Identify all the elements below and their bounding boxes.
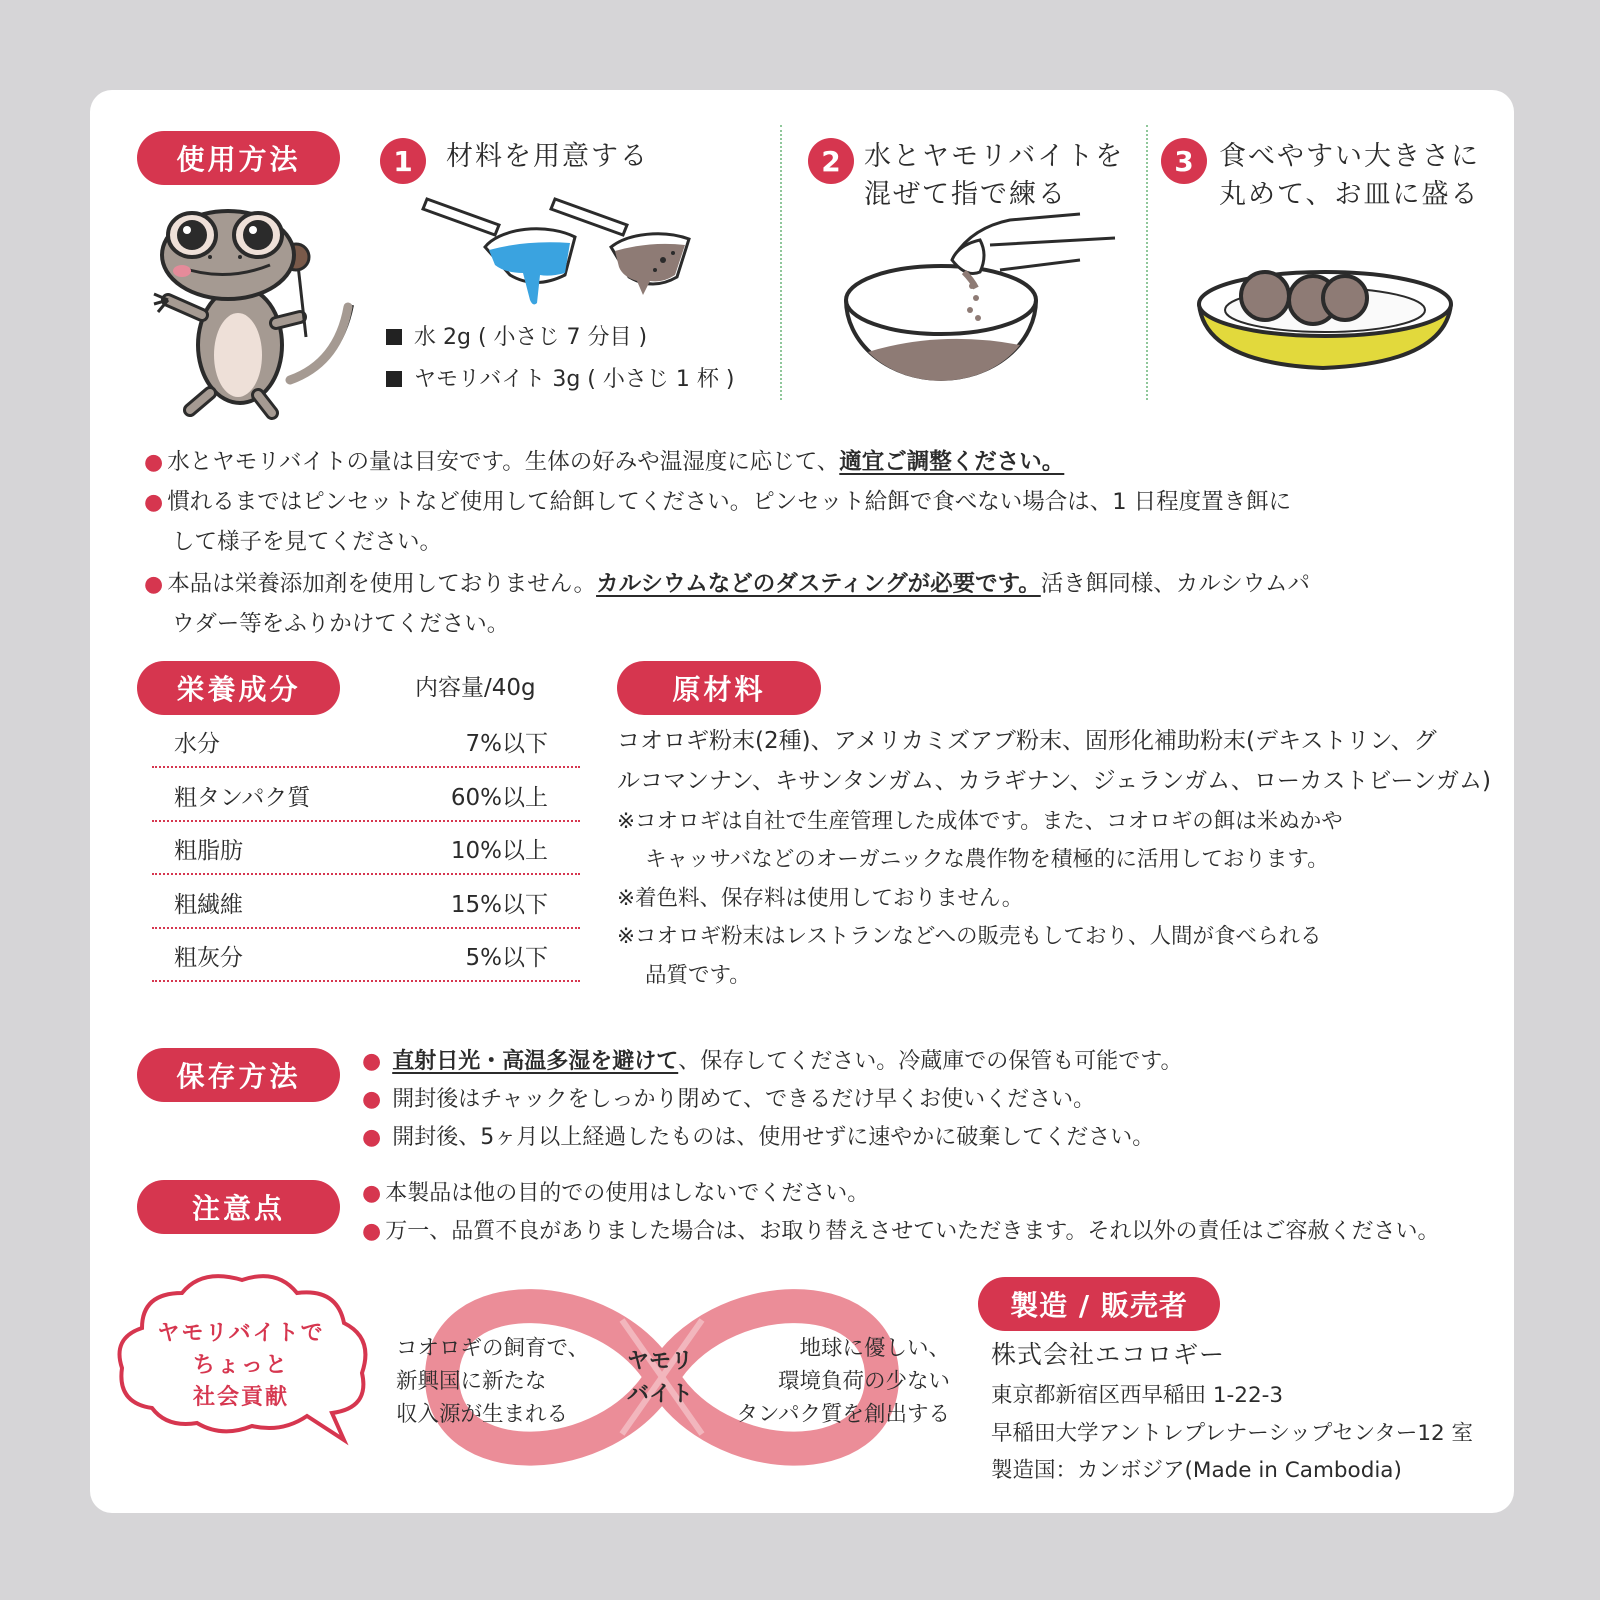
storage-line-2: ● 開封後はチャックをしっかり閉めて、できるだけ早くお使いください。 (362, 1087, 1096, 1112)
cloud-line-1: ヤモリバイトで (157, 1321, 325, 1346)
nutrition-row (152, 929, 580, 982)
infinity-left-line-1: コオロギの飼育で、 (396, 1336, 590, 1361)
measuring-spoon-icon (415, 195, 695, 310)
infinity-center-text (615, 1345, 705, 1411)
infinity-right-text (700, 1332, 950, 1431)
material-water: 水 2g ( 小さじ 7 分目 ) (386, 318, 647, 358)
caution-line-1: ● 本製品は他の目的での使用はしないでください。 (362, 1181, 870, 1206)
step-1-number: 1 (380, 138, 426, 184)
usage-note-3-cont: ウダー等をふりかけてください。 (172, 611, 510, 637)
storage-label: 保存方法 (137, 1048, 340, 1102)
step-3-title-line2: 丸めて、お皿に盛る (1219, 179, 1480, 210)
nutrition-value: 15%以下 (450, 891, 548, 918)
ingredients-note-3: ※コオロギ粉末はレストランなどへの販売もしており、人間が食べられる (617, 924, 1322, 949)
infinity-right-line-1: 地球に優しい、 (799, 1336, 950, 1361)
maker-label: 製造 / 販売者 (978, 1277, 1220, 1331)
nutrition-row (152, 715, 580, 768)
step-2-number: 2 (808, 138, 854, 184)
ingredients-note-2: ※着色料、保存料は使用しておりません。 (617, 886, 1024, 911)
infinity-center-line-2: バイト (626, 1382, 693, 1407)
nutrition-name: 水分 (174, 731, 220, 757)
maker-company: 株式会社エコロギー (991, 1340, 1226, 1369)
nutrition-value: 10%以上 (450, 838, 548, 864)
infinity-left-text (396, 1332, 589, 1431)
step-divider-2 (1146, 125, 1148, 400)
storage-line-3: ● 開封後、5ヶ月以上経過したものは、使用せずに速やかに破棄してください。 (362, 1125, 1155, 1150)
ingredients-line2: ルコマンナン、キサンタンガム、カラギナン、ジェランガム、ローカストビーンガム) (617, 768, 1492, 794)
maker-origin: 製造国：カンボジア(Made in Cambodia) (991, 1458, 1402, 1483)
cloud-text (112, 1318, 370, 1414)
usage-note-3: ● 本品は栄養添加剤を使用しておりません。カルシウムなどのダスティングが必要です。活き餌同様、カルシウムパ (144, 571, 1310, 597)
infinity-left-line-3: 収入源が生まれる (396, 1402, 569, 1427)
nutrition-row (152, 822, 580, 875)
step-3-title-line1: 食べやすい大きさに (1219, 141, 1480, 172)
step-divider-1 (780, 125, 782, 400)
caution-label: 注意点 (137, 1180, 340, 1234)
bowl-mixing-icon (840, 210, 1130, 385)
nutrition-value: 5%以下 (465, 945, 548, 971)
gecko-mascot-icon (140, 205, 360, 430)
storage-line-1: ● 直射日光・高温多湿を避けて、保存してください。冷蔵庫での保管も可能です。 (362, 1049, 1183, 1074)
nutrition-row (152, 876, 580, 929)
usage-label: 使用方法 (137, 131, 340, 185)
nutrition-name: 粗繊維 (174, 891, 243, 918)
ingredients-note-3-cont: 品質です。 (645, 963, 751, 988)
maker-address-1: 東京都新宿区西早稲田 1-22-3 (991, 1383, 1284, 1408)
nutrition-value: 7%以下 (465, 731, 548, 757)
nutrition-name: 粗タンパク質 (174, 784, 311, 811)
nutrition-name: 粗脂肪 (174, 838, 243, 864)
usage-note-1: ● 水とヤモリバイトの量は目安です。生体の好みや温湿度に応じて、適宜ご調整ください。 (144, 449, 1065, 475)
nutrition-row (152, 769, 580, 822)
ingredients-label: 原材料 (617, 661, 821, 715)
cloud-line-3: 社会貢献 (192, 1385, 289, 1410)
nutrition-label: 栄養成分 (137, 661, 340, 715)
ingredients-note-1-cont: キャッサバなどのオーガニックな農作物を積極的に活用しております。 (645, 847, 1329, 872)
infinity-right-line-3: タンパク質を創出する (736, 1402, 950, 1427)
material-yamoribite: ヤモリバイト 3g ( 小さじ 1 杯 ) (386, 360, 734, 400)
infinity-left-line-2: 新興国に新たな (396, 1369, 547, 1394)
infinity-right-line-2: 環境負荷の少ない (777, 1369, 950, 1394)
caution-line-2: ● 万一、品質不良がありました場合は、お取り替えさせていただきます。それ以外の責任はご容赦ください。 (362, 1219, 1440, 1244)
nutrition-value: 60%以上 (450, 784, 548, 811)
infinity-center-line-1: ヤモリ (626, 1349, 693, 1374)
maker-address-2: 早稲田大学アントレプレナーシップセンター12 室 (991, 1421, 1474, 1446)
nutrition-content: 内容量/40g (415, 675, 536, 701)
step-3-number: 3 (1161, 138, 1207, 184)
ingredients-line1: コオロギ粉末(2種)、アメリカミズアブ粉末、固形化補助粉末(デキストリン、グ (617, 728, 1437, 754)
usage-note-2: ● 慣れるまではピンセットなど使用して給餌してください。ピンセット給餌で食べない場合は、1 日程度置き餌に (144, 489, 1292, 515)
cloud-line-2: ちょっと (192, 1353, 289, 1378)
plate-balls-icon (1195, 268, 1455, 373)
ingredients-note-1: ※コオロギは自社で生産管理した成体です。また、コオロギの餌は米ぬかや (617, 809, 1343, 834)
step-2-title-line2: 混ぜて指で練る (864, 179, 1067, 210)
nutrition-name: 粗灰分 (174, 945, 243, 971)
step-2-title-line1: 水とヤモリバイトを (864, 141, 1125, 172)
usage-note-2-cont: して様子を見てください。 (172, 529, 443, 555)
step-1-title: 材料を用意する (446, 141, 649, 172)
